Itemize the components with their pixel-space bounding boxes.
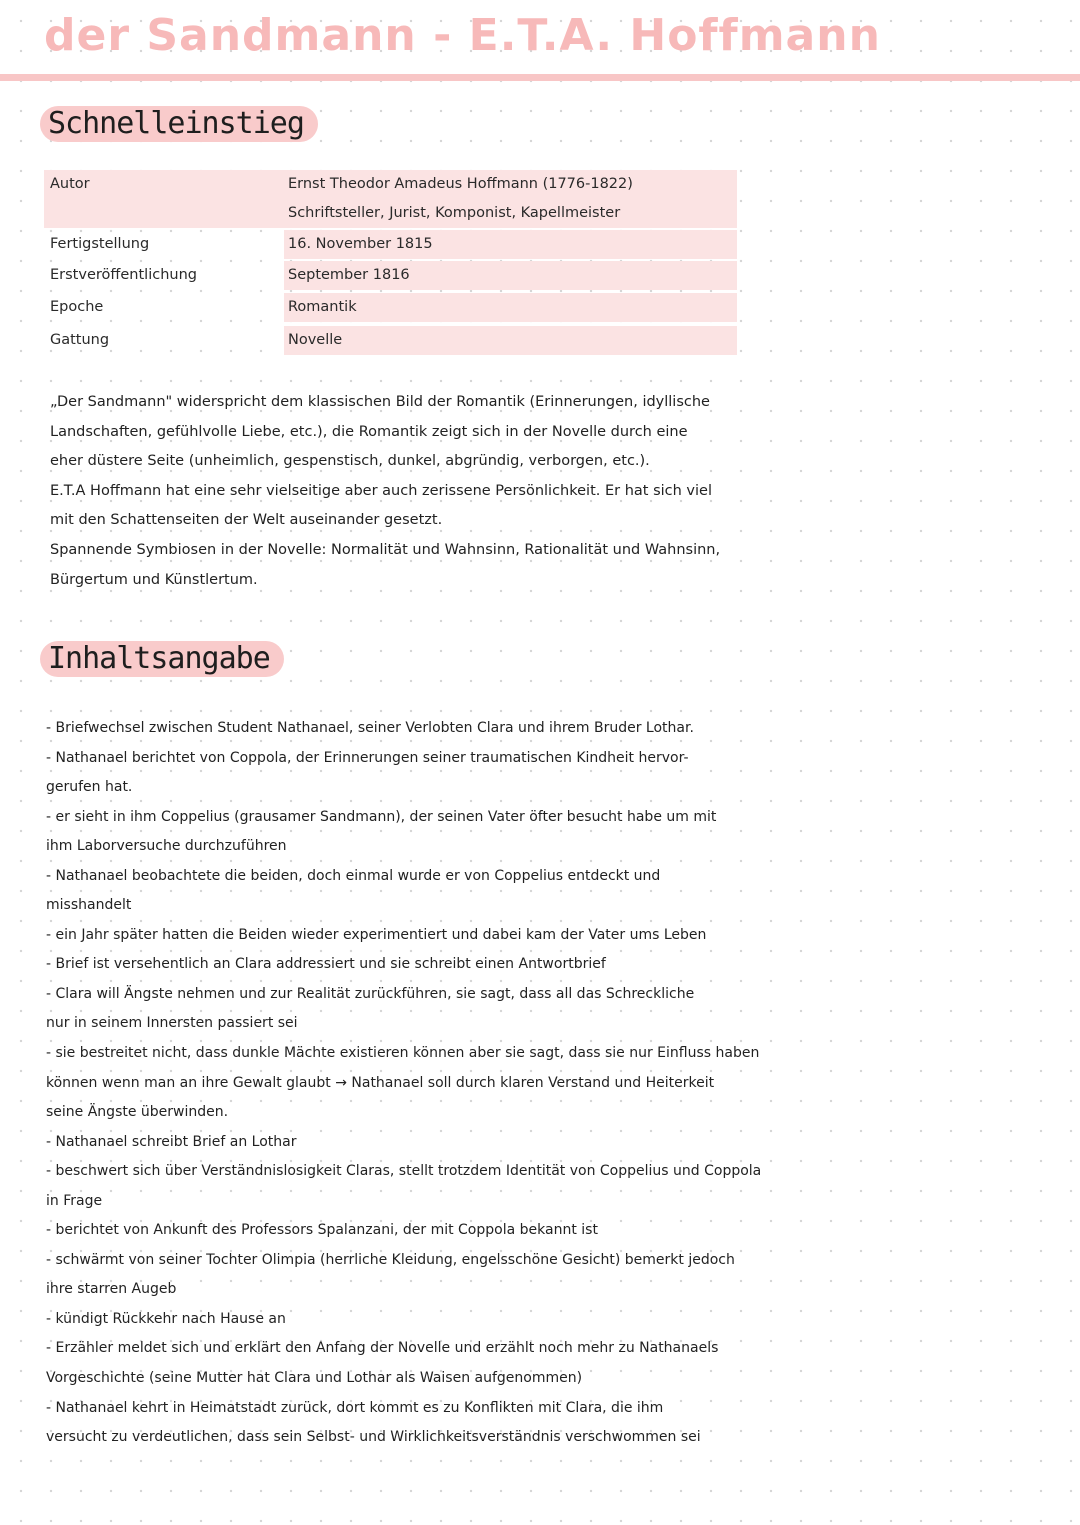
intro-line: mit den Schattenseiten der Welt auseinander gesetzt. — [50, 512, 443, 529]
fact-label: Gattung — [50, 332, 110, 348]
summary-line: in Frage — [46, 1192, 103, 1209]
fact-value: September 1816 — [288, 267, 410, 283]
summary-line: - beschwert sich über Verständnislosigkeit Claras, stellt trotzdem Identität von Coppelius und Coppola — [46, 1163, 762, 1180]
fact-label: Erstveröffentlichung — [50, 267, 197, 283]
intro-line: eher düstere Seite (unheimlich, gespenstisch, dunkel, abgründig, verborgen, etc.). — [50, 453, 650, 470]
intro-line: Spannende Symbiosen in der Novelle: Normalität und Wahnsinn, Rationalität und Wahnsinn, — [50, 541, 721, 558]
summary-line: ihm Laborversuche durchzuführen — [46, 838, 287, 855]
section-heading-schnelleinstieg: Schnelleinstieg — [40, 106, 318, 142]
fact-row — [44, 170, 737, 228]
page-title: der Sandmann - E.T.A. Hoffmann — [44, 10, 881, 61]
summary-line: nur in seinem Innersten passiert sei — [46, 1015, 298, 1032]
summary-line: - Briefwechsel zwischen Student Nathanael, seiner Verlobten Clara und ihrem Bruder Lothar. — [46, 720, 694, 736]
fact-value: Novelle — [288, 332, 343, 348]
fact-label: Autor — [50, 176, 90, 192]
fact-row — [44, 230, 737, 259]
summary-line: versucht zu verdeutlichen, dass sein Selbst- und Wirklichkeitsverständnis verschwommen sei — [46, 1429, 701, 1446]
summary-line: gerufen hat. — [46, 779, 133, 796]
fact-row — [44, 293, 737, 322]
summary-line: seine Ängste überwinden. — [46, 1104, 229, 1121]
intro-line: „Der Sandmann" widerspricht dem klassischen Bild der Romantik (Erinnerungen, idyllische — [50, 394, 710, 410]
summary-line: - kündigt Rückkehr nach Hause an — [46, 1310, 286, 1327]
summary-line: - Erzähler meldet sich und erklärt den Anfang der Novelle und erzählt noch mehr zu Nathanaels — [46, 1340, 719, 1357]
title-underline — [0, 74, 1080, 81]
fact-value: Schriftsteller, Jurist, Komponist, Kapellmeister — [288, 205, 621, 221]
summary-line: - sie bestreitet nicht, dass dunkle Mächte existieren können aber sie sagt, dass sie nur Einfluss haben — [46, 1045, 760, 1062]
summary-line: - Nathanael beobachtete die beiden, doch einmal wurde er von Coppelius entdeckt und — [46, 867, 661, 884]
intro-line: Bürgertum und Künstlertum. — [50, 571, 258, 588]
summary-line: - berichtet von Ankunft des Professors Spalanzani, der mit Coppola bekannt ist — [46, 1222, 598, 1239]
fact-row — [44, 326, 737, 355]
fact-label: Fertigstellung — [50, 236, 150, 252]
summary-line: - Nathanael kehrt in Heimatstadt zurück, dort kommt es zu Konflikten mit Clara, die ihm — [46, 1399, 664, 1416]
summary-line: misshandelt — [46, 897, 132, 914]
intro-paragraph — [50, 388, 970, 595]
summary-list — [46, 714, 1046, 1453]
summary-line: - Nathanael berichtet von Coppola, der Erinnerungen seiner traumatischen Kindheit hervor- — [46, 749, 689, 766]
summary-line: - Clara will Ängste nehmen und zur Realität zurückführen, sie sagt, dass all das Schreckliche — [46, 985, 695, 1002]
summary-line: - ein Jahr später hatten die Beiden wieder experimentiert und dabei kam der Vater ums Leben — [46, 926, 707, 943]
fact-value: 16. November 1815 — [288, 236, 433, 252]
summary-line: - er sieht in ihm Coppelius (grausamer Sandmann), der seinen Vater öfter besucht habe um mit — [46, 808, 717, 825]
summary-line: - schwärmt von seiner Tochter Olimpia (herrliche Kleidung, engelsschöne Gesicht) bemerkt jedoch — [46, 1251, 735, 1268]
summary-line: können wenn man an ihre Gewalt glaubt → Nathanael soll durch klaren Verstand und Heiterkeit — [46, 1074, 715, 1091]
summary-line: - Brief ist versehentlich an Clara addressiert und sie schreibt einen Antwortbrief — [46, 956, 606, 973]
intro-line: Landschaften, gefühlvolle Liebe, etc.), die Romantik zeigt sich in der Novelle durch eine — [50, 423, 688, 440]
fact-label: Epoche — [50, 299, 104, 315]
summary-line: Vorgeschichte (seine Mutter hat Clara und Lothar als Waisen aufgenommen) — [46, 1370, 583, 1387]
summary-line: - Nathanael schreibt Brief an Lothar — [46, 1133, 297, 1150]
intro-line: E.T.A Hoffmann hat eine sehr vielseitige aber auch zerissene Persönlichkeit. Er hat sich viel — [50, 482, 712, 499]
fact-value: Romantik — [288, 299, 357, 315]
section-heading-inhaltsangabe: Inhaltsangabe — [40, 641, 284, 677]
facts-table — [44, 170, 737, 355]
fact-row — [44, 261, 737, 290]
fact-value: Ernst Theodor Amadeus Hoffmann (1776-1822) — [288, 176, 633, 192]
summary-line: ihre starren Augeb — [46, 1281, 177, 1298]
